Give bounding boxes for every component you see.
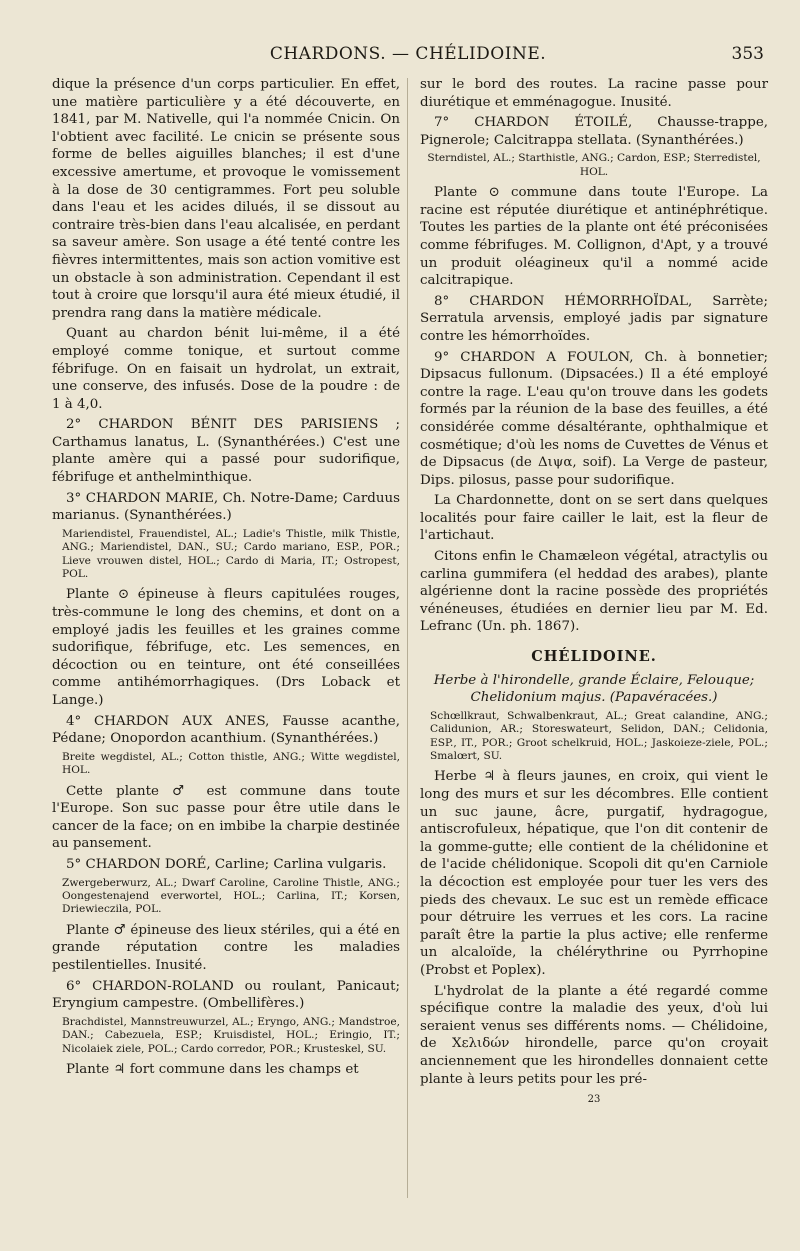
section-subtitle-chelidoine: Herbe à l'hirondelle, grande Éclaire, Felouque; Chelidonium majus. (Papavéracées.)	[433, 672, 755, 706]
left-column	[52, 76, 400, 1082]
paragraph-chelidoine-description: Herbe ♃ à fleurs jaunes, en croix, qui vient le long des murs et sur les décombres. Elle contient un suc jaune, âcre, purgatif, hydragogue, antiscrofuleux, hépatique, que l'on dit contenir de la gomme-gutte; elle contient de la chélidonine et de l'acide chélidonique. Scopoli dit qu'en Carniole la décoction est employée pour tuer les vers des pieds des chevaux. Le suc est un remède efficace pour détruire les verrues et les cors. La racine paraît être la partie la plus active; elle renferme un alcaloïde, la chélérythrine ou Pyrrhopine (Probst et Poplex).	[420, 769, 768, 978]
entry-chardon-marie: 3° CHARDON MARIE, Ch. Notre-Dame; Carduus marianus. (Synanthérées.)	[52, 490, 400, 524]
entry-chardon-benit-parisiens: 2° CHARDON BÉNIT DES PARISIENS ; Carthamus lanatus, L. (Synanthérées.) C'est une plante amère qui a passé pour sudorifique, fébrifuge et anthelminthique.	[52, 417, 400, 486]
entry-chardon-etoile: 7° CHARDON ÉTOILÉ, Chausse-trappe, Pignerole; Calcitrappa stellata. (Synanthérées.)	[420, 115, 768, 148]
paragraph-chardon-roland: Plante ♃ fort commune dans les champs et	[66, 1062, 359, 1077]
paragraph-chardon-marie: Plante ⊙ épineuse à fleurs capitulées rouges, très-commune le long des chemins, et dont on a employé jadis les feuilles et les graines comme sudorifique, fébrifuge, etc. Les semences, en décoction ou en teinture, ont été conseillées comme antihémorrhagiques. (Drs Loback et Lange.)	[52, 587, 400, 709]
column-divider	[407, 78, 408, 1198]
entry-chardon-roland: 6° CHARDON-ROLAND ou roulant, Panicaut; Eryngium campestre. (Ombellifères.)	[52, 978, 400, 1012]
vernacular-names-chardon-roland: Brachdistel, Mannstreuwurzel, AL.; Eryngo, ANG.; Mandstroe, DAN.; Cabezuela, ESP.; Kruisdistel, HOL.; Eringio, IT.; Nicolaiek ziele, POL.; Cardo corredor, POR.; Krusteskel, SU.	[62, 1015, 400, 1055]
paragraph-chamaeleon: Citons enfin le Chamæleon végétal, atractylis ou carlina gummifera (el heddad des arabes), plante algérienne dont la racine possède des propriétés vénéneuses, étudiées en dernier lieu par M. Ed. Lefranc (Un. ph. 1867).	[420, 549, 768, 635]
paragraph-chardon-roland-cont: sur le bord des routes. La racine passe pour diurétique et emménagogue. Inusité.	[420, 77, 768, 110]
page-header	[52, 44, 764, 70]
entry-chardon-aux-anes: 4° CHARDON AUX ANES, Fausse acanthe, Pédane; Onopordon acanthium. (Synanthérées.)	[52, 713, 400, 747]
paragraph-chardon-aux-anes: Cette plante ♂ est commune dans toute l'Europe. Son suc passe pour être utile dans le cancer de la face; on en imbibe la charpie destinée au pansement.	[52, 783, 400, 852]
vernacular-names-chardon-etoile: Sterndistel, AL.; Starthistle, ANG.; Cardon, ESP.; Sterredistel, HOL.	[427, 152, 761, 178]
signature-mark: 23	[587, 1094, 601, 1106]
section-title-chelidoine: CHÉLIDOINE.	[531, 648, 657, 666]
right-column	[420, 76, 768, 1112]
entry-chardon-hemorrhoidal: 8° CHARDON HÉMORRHOÏDAL, Sarrète; Serratula arvensis, employé jadis par signature contre les hémorrhoïdes.	[420, 293, 768, 344]
vernacular-names-chardon-marie: Mariendistel, Frauendistel, AL.; Ladie's Thistle, milk Thistle, ANG.; Mariendistel, DAN., SU.; Cardo mariano, ESP., POR.; Lieve vrouwen distel, HOL.; Cardo di Maria, IT.; Ostropest, POL.	[62, 527, 400, 581]
paragraph-chardon-benit: Quant au chardon bénit lui-même, il a été employé comme tonique, et surtout comme fébrifuge. On en faisait un hydrolat, un extrait, une conserve, des infusés. Dose de la poudre : de 1 à 4,0.	[52, 326, 400, 412]
entry-chardon-dore: 5° CHARDON DORÉ, Carline; Carlina vulgaris.	[66, 857, 387, 872]
paragraph-chardonnette: La Chardonnette, dont on se sert dans quelques localités pour faire cailler le lait, est la fleur de l'artichaut.	[420, 493, 768, 544]
page-number: 353	[731, 44, 764, 64]
entry-chardon-a-foulon: 9° CHARDON A FOULON, Ch. à bonnetier; Dipsacus fullonum. (Dipsacées.) Il a été employé contre la rage. L'eau qu'on trouve dans les godets formés par la réunion de la base des feuilles, a été considérée comme désaltérante, ophthalmique et cosmétique; d'où les noms de Cuvettes de Vénus et de Dipsacus (de Διψα, soif). La Verge de pasteur, Dips. pilosus, passe pour sudorifique.	[420, 349, 768, 488]
paragraph-cnicin: dique la présence d'un corps particulier. En effet, une matière particulière y a été découverte, en 1841, par M. Nativelle, qui l'a nommée Cnicin. On l'obtient avec facilité. Le cnicin se présente sous forme de belles aiguilles blanches; il est d'une excessive amertume, et provoque le vomissement à la dose de 30 centigrammes. Fort peu soluble dans l'eau et les acides dilués, il se dissout au contraire très-bien dans l'eau alcalisée, en perdant sa saveur amère. Son usage a été tenté contre les fièvres intermittentes, mais son action vomitive est un obstacle à son administration. Cependant il est tout à croire que lorsqu'il aura été mieux étudié, il prendra rang dans la matière médicale.	[52, 77, 400, 321]
paragraph-chardon-etoile: Plante ⊙ commune dans toute l'Europe. La racine est réputée diurétique et antinéphrétique. Toutes les parties de la plante ont été préconisées comme fébrifuges. M. Collignon, d'Apt, y a trouvé un produit oléagineux qu'il a nommé acide calcitrapique.	[420, 185, 768, 289]
vernacular-names-chelidoine: Schœllkraut, Schwalbenkraut, AL.; Great calandine, ANG.; Calidunion, AR.; Storeswateurt, Selidon, DAN.; Celidonia, ESP., IT., POR.; Groot schelkruid, HOL.; Jaskoieze-ziele, POL.; Smalœrt, SU.	[430, 709, 768, 763]
running-title: CHARDONS. — CHÉLIDOINE.	[269, 44, 547, 64]
vernacular-names-chardon-dore: Zwergeberwurz, AL.; Dwarf Caroline, Caroline Thistle, ANG.; Oongestenajend everwortel, HOL.; Carlina, IT.; Korsen, Driewieczila, POL.	[62, 876, 400, 916]
paragraph-chelidoine-hydrolat: L'hydrolat de la plante a été regardé comme spécifique contre la maladie des yeux, d'où lui seraient venus ses différents noms. — Chélidoine, de Χελιδών hirondelle, parce qu'on croyait anciennement que les hirondelles donnaient cette plante à leurs petits pour les pré-	[420, 983, 768, 1087]
vernacular-names-chardon-aux-anes: Breite wegdistel, AL.; Cotton thistle, ANG.; Witte wegdistel, HOL.	[62, 750, 400, 777]
paragraph-chardon-dore: Plante ♂ épineuse des lieux stériles, qui a été en grande réputation contre les maladies pestilentielles. Inusité.	[52, 922, 400, 973]
